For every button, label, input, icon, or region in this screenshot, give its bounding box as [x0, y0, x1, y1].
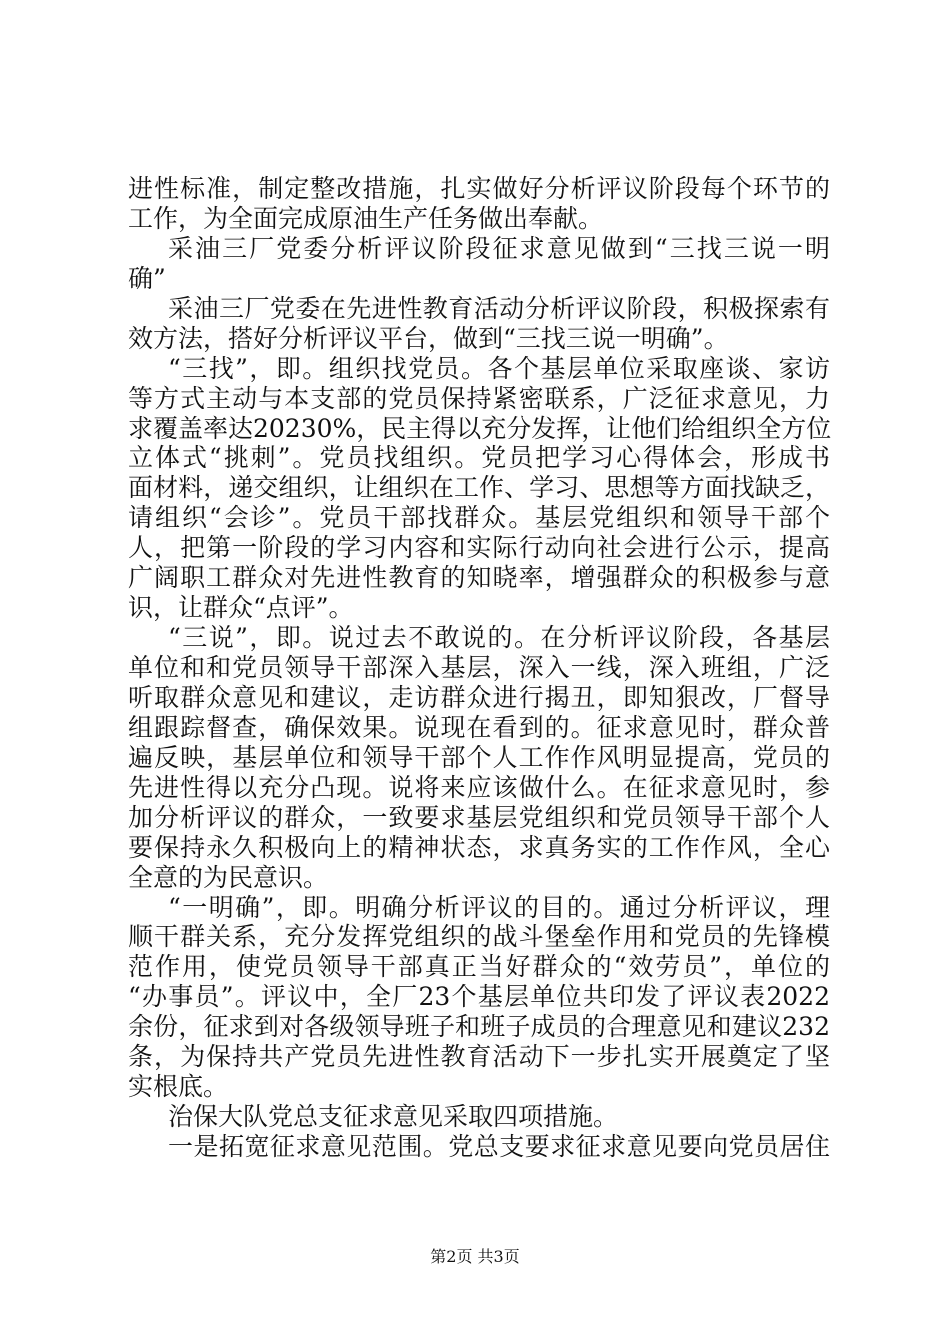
- page-footer: 第2页 共3页: [430, 1247, 520, 1266]
- text-line: 确”: [128, 263, 166, 293]
- text-line: 立体式“挑刺”。党员找组织。党员把学习心得体会，形成书: [128, 443, 830, 473]
- text-line: 人，把第一阶段的学习内容和实际行动向社会进行公示，提高: [128, 533, 830, 563]
- text-line: 面材料，递交组织，让组织在工作、学习、思想等方面找缺乏，: [128, 473, 830, 503]
- text-line: “办事员”。评议中，全厂23个基层单位共印发了评议表2022: [128, 982, 830, 1012]
- text-line: “一明确”，即。明确分析评议的目的。通过分析评议，理: [168, 892, 830, 922]
- document-body: [128, 174, 830, 1162]
- text-line: 范作用，使党员领导干部真正当好群众的“效劳员”，单位的: [128, 952, 830, 982]
- text-line: 进性标准，制定整改措施，扎实做好分析评议阶段每个环节的: [128, 174, 830, 203]
- text-line: 求覆盖率达20230%，民主得以充分发挥，让他们给组织全方位: [128, 413, 832, 443]
- text-line: 要保持永久积极向上的精神状态，求真务实的工作作风，全心: [128, 832, 830, 862]
- text-line: 一是拓宽征求意见范围。党总支要求征求意见要向党员居住: [168, 1132, 830, 1161]
- text-line: 识，让群众“点评”。: [128, 593, 354, 623]
- text-line: 效方法，搭好分析评议平台，做到“三找三说一明确”。: [128, 323, 729, 353]
- text-line: 遍反映，基层单位和领导干部个人工作作风明显提高，党员的: [128, 742, 830, 772]
- text-line: 采油三厂党委分析评议阶段征求意见做到“三找三说一明: [168, 233, 830, 263]
- text-line: “三找”，即。组织找党员。各个基层单位采取座谈、家访: [168, 353, 830, 383]
- text-line: 条，为保持共产党员先进性教育活动下一步扎实开展奠定了坚: [128, 1042, 830, 1072]
- text-line: 广阔职工群众对先进性教育的知晓率，增强群众的积极参与意: [128, 563, 830, 593]
- text-line: 组跟踪督查，确保效果。说现在看到的。征求意见时，群众普: [128, 712, 830, 742]
- text-line: 等方式主动与本支部的党员保持紧密联系，广泛征求意见，力: [128, 383, 830, 413]
- text-line: 治保大队党总支征求意见采取四项措施。: [168, 1102, 619, 1132]
- text-line: 单位和和党员领导干部深入基层，深入一线，深入班组，广泛: [128, 653, 830, 682]
- text-line: 加分析评议的群众，一致要求基层党组织和党员领导干部个人: [128, 802, 830, 832]
- text-line: 工作，为全面完成原油生产任务做出奉献。: [128, 203, 604, 233]
- text-line: 实根底。: [128, 1072, 229, 1102]
- text-line: 余份，征求到对各级领导班子和班子成员的合理意见和建议232: [128, 1012, 830, 1042]
- text-line: 采油三厂党委在先进性教育活动分析评议阶段，积极探索有: [168, 293, 830, 323]
- text-line: 顺干群关系，充分发挥党组织的战斗堡垒作用和党员的先锋模: [128, 922, 830, 952]
- text-line: “三说”，即。说过去不敢说的。在分析评议阶段，各基层: [168, 623, 830, 653]
- text-line: 请组织“会诊”。党员干部找群众。基层党组织和领导干部个: [128, 503, 830, 533]
- text-line: 先进性得以充分凸现。说将来应该做什么。在征求意见时，参: [128, 772, 830, 802]
- text-line: 全意的为民意识。: [128, 862, 329, 892]
- text-line: 听取群众意见和建议，走访群众进行揭丑，即知狠改，厂督导: [128, 682, 830, 712]
